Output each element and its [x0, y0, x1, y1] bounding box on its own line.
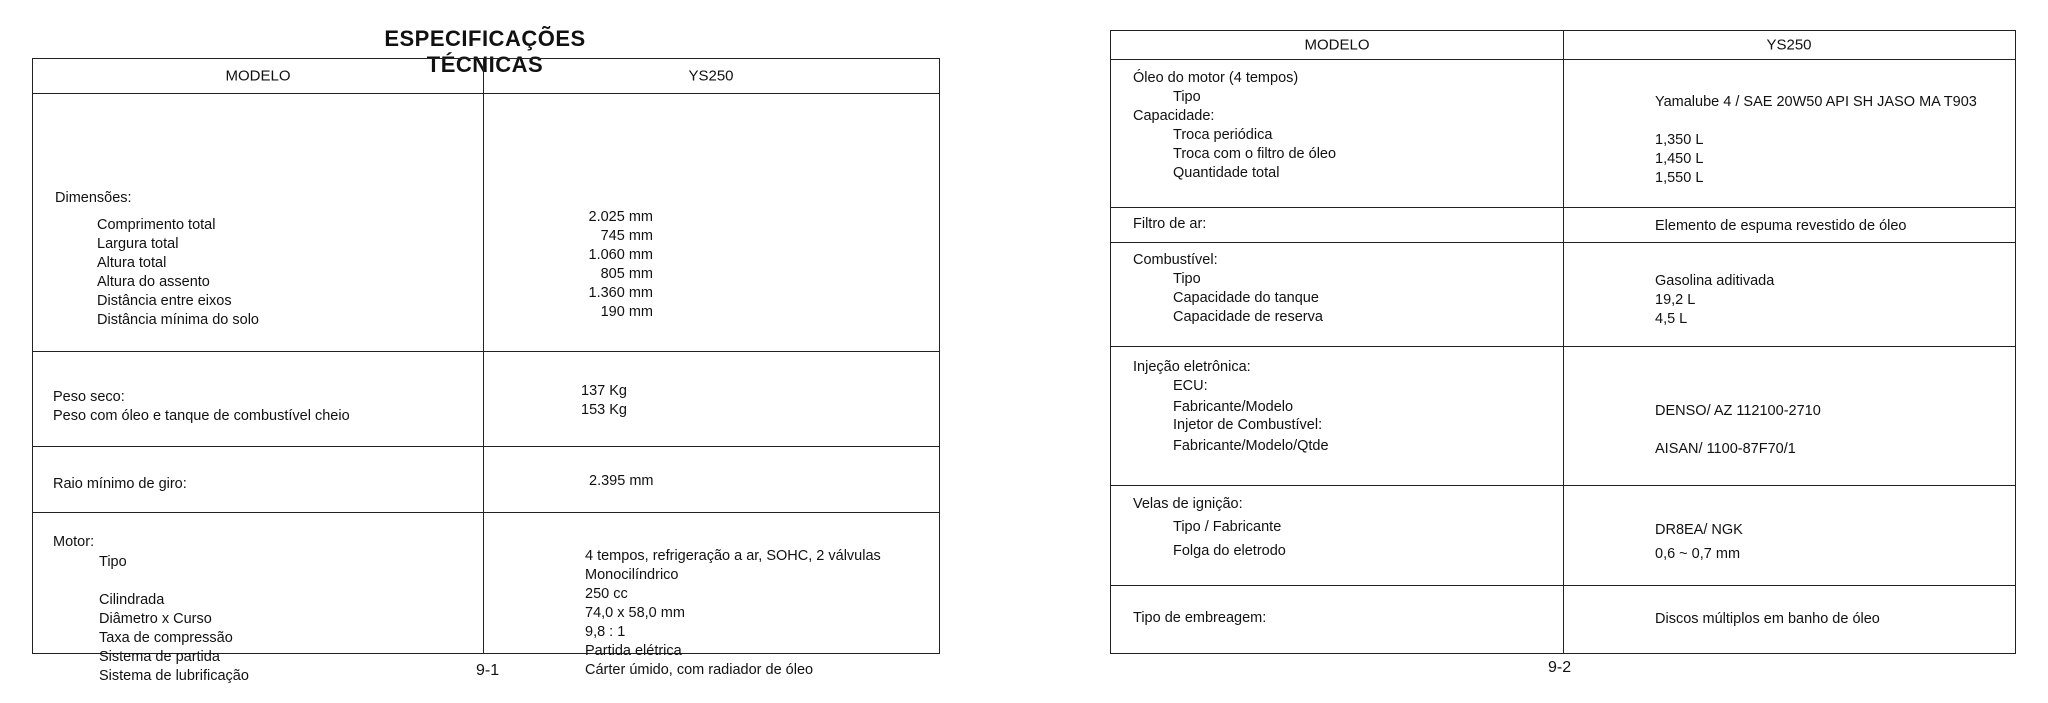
spec-label: Cilindrada — [99, 592, 165, 608]
spec-label: Fabricante/Modelo/Qtde — [1173, 438, 1329, 454]
spec-value: 4,5 L — [1655, 311, 1688, 327]
spec-value: 153 Kg — [581, 402, 627, 418]
spec-label: Tipo / Fabricante — [1173, 519, 1282, 535]
spec-value: 805 mm — [600, 266, 653, 282]
spec-label: Quantidade total — [1173, 165, 1280, 181]
model-value: YS250 — [688, 67, 734, 85]
dimensions-section — [33, 93, 939, 351]
spark-plugs-section — [1111, 485, 2015, 586]
spec-label: Folga do eletrodo — [1173, 543, 1286, 559]
spec-label: Altura do assento — [97, 274, 210, 290]
spec-label: Fabricante/Modelo — [1173, 399, 1294, 415]
spec-value: 2.395 mm — [589, 473, 654, 489]
spec-value: Monocilíndrico — [585, 567, 679, 583]
section-heading: Óleo do motor (4 tempos) — [1133, 70, 1299, 86]
spec-value: Elemento de espuma revestido de óleo — [1655, 218, 1907, 234]
spec-value: 1.360 mm — [588, 285, 653, 301]
turning-section — [33, 446, 939, 513]
spec-value: 190 mm — [600, 304, 653, 320]
spec-label: Tipo — [1173, 271, 1201, 287]
spec-value: 2.025 mm — [588, 209, 653, 225]
spec-value: 1,450 L — [1655, 151, 1704, 167]
clutch-section — [1111, 585, 2015, 656]
table-header — [1111, 31, 2015, 60]
weight-section — [33, 351, 939, 447]
spec-value: 745 mm — [600, 228, 653, 244]
spec-label: Peso seco: — [53, 389, 125, 405]
spec-label: Tipo de embreagem: — [1133, 610, 1267, 626]
spec-label: Troca periódica — [1173, 127, 1273, 143]
spec-table-right — [1110, 30, 2016, 654]
air-filter-section — [1111, 207, 2015, 243]
page-title: ESPECIFICAÇÕES TÉCNICAS — [384, 26, 586, 77]
spec-value: 0,6 ~ 0,7 mm — [1655, 546, 1741, 562]
spec-value: Discos múltiplos em banho de óleo — [1655, 611, 1880, 627]
spec-label: Capacidade de reserva — [1173, 309, 1323, 325]
spec-value: 1,350 L — [1655, 132, 1704, 148]
spec-label: Capacidade do tanque — [1173, 290, 1319, 306]
spec-label: Altura total — [97, 255, 167, 271]
spec-label: Peso com óleo e tanque de combustível cheio — [53, 408, 350, 424]
spec-value: 137 Kg — [581, 383, 627, 399]
spec-label: Comprimento total — [97, 217, 216, 233]
spec-value: 74,0 x 58,0 mm — [585, 605, 685, 621]
spec-label: Sistema de partida — [99, 649, 220, 665]
injection-section — [1111, 346, 2015, 486]
spec-label: Largura total — [97, 236, 179, 252]
spec-label: Troca com o filtro de óleo — [1173, 146, 1337, 162]
spec-label: Filtro de ar: — [1133, 216, 1207, 232]
section-heading: Dimensões: — [55, 190, 132, 206]
spec-label: Diâmetro x Curso — [99, 611, 212, 627]
spec-value: 1,550 L — [1655, 170, 1704, 186]
spec-value: 1.060 mm — [588, 247, 653, 263]
spec-label: Injetor de Combustível: — [1173, 417, 1323, 433]
spec-label: Raio mínimo de giro: — [53, 476, 187, 492]
spec-label: Distância mínima do solo — [97, 312, 259, 328]
spec-value: Yamalube 4 / SAE 20W50 API SH JASO MA T903 — [1655, 94, 1977, 110]
fuel-section — [1111, 242, 2015, 347]
section-heading: Combustível: — [1133, 252, 1218, 268]
spec-value: Gasolina aditivada — [1655, 273, 1775, 289]
spec-value: Partida elétrica — [585, 643, 682, 659]
table-header — [33, 59, 939, 94]
spec-label: Distância entre eixos — [97, 293, 232, 309]
page-number: 9-2 — [1548, 659, 1572, 676]
spec-label: Sistema de lubrificação — [99, 668, 249, 684]
model-label: MODELO — [225, 67, 291, 85]
model-label: MODELO — [1304, 36, 1370, 54]
spec-value: DENSO/ AZ 112100-2710 — [1655, 403, 1821, 419]
spec-value: 19,2 L — [1655, 292, 1696, 308]
spec-label: Tipo — [99, 554, 127, 570]
spec-value: DR8EA/ NGK — [1655, 522, 1743, 538]
section-heading: Injeção eletrônica: — [1133, 359, 1251, 375]
spec-value: 4 tempos, refrigeração a ar, SOHC, 2 válvulas — [585, 548, 881, 564]
page-number: 9-1 — [476, 662, 500, 679]
spec-value: Cárter úmido, com radiador de óleo — [585, 662, 814, 678]
section-heading: Motor: — [53, 534, 95, 550]
section-heading: Capacidade: — [1133, 108, 1215, 124]
spec-label: ECU: — [1173, 378, 1208, 394]
spec-label: Taxa de compressão — [99, 630, 233, 646]
spec-value: AISAN/ 1100-87F70/1 — [1655, 441, 1796, 457]
spec-value: 250 cc — [585, 586, 628, 602]
spec-label: Tipo — [1173, 89, 1201, 105]
model-value: YS250 — [1766, 36, 1812, 54]
spec-value: 9,8 : 1 — [585, 624, 626, 640]
section-heading: Velas de ignição: — [1133, 496, 1243, 512]
